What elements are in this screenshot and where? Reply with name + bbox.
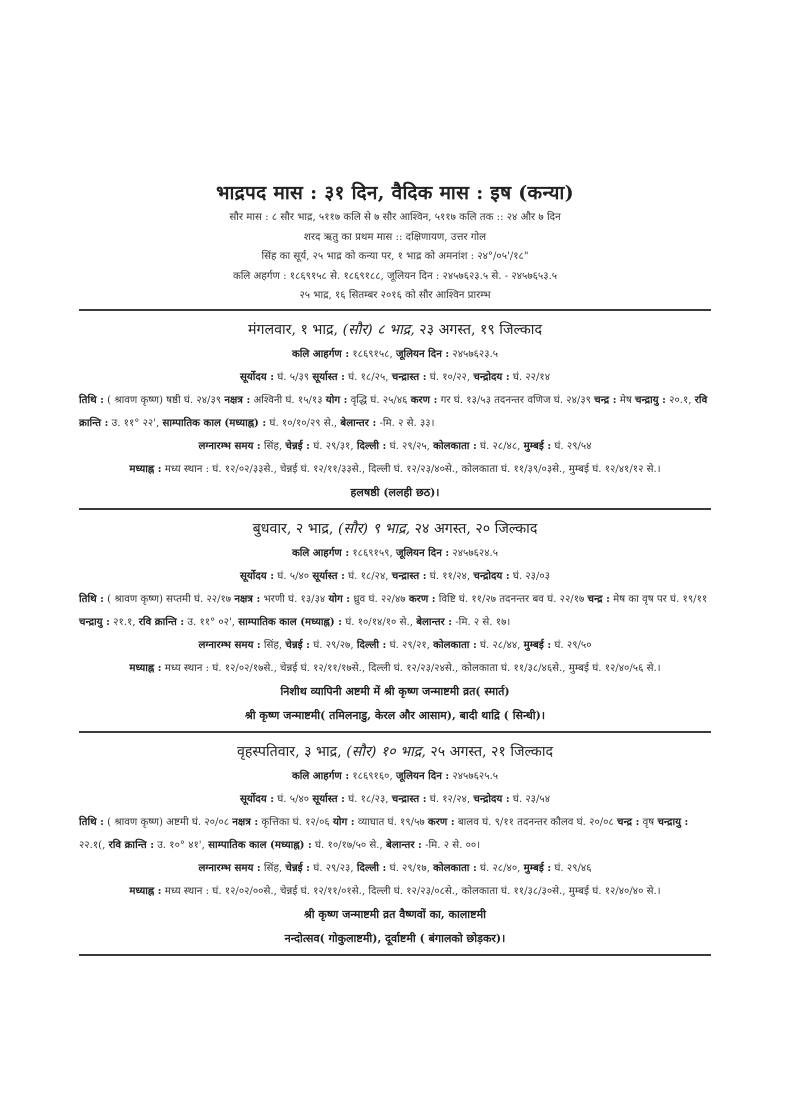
kali-julian-line (79, 765, 711, 788)
kali-julian-line (79, 343, 711, 366)
month-meta-line: सौर मास : ८ सौर भाद्र, ५११७ कलि से ७ सौर आश्विन, ५११७ कलि तक :: २४ और ७ दिन (229, 212, 561, 223)
chandrayu-value: २०.१, (669, 394, 692, 406)
julian-value: २४५७६२४.५ (452, 547, 499, 559)
madhyahna-label: मध्याह्न : (129, 884, 162, 897)
month-meta-line: कलि अहर्गण : १८६९१५८ से. १८६९१८८, जूलियन दिन : २४५७६२३.५ से. - २४५७६५३.५ (232, 270, 558, 282)
day-title-solar-date: (सौर) १० भाद्र, (346, 743, 426, 760)
ravi-kranti-value: उ. ११° ०२', (187, 616, 236, 628)
kali-julian-line (79, 542, 711, 565)
nakshatra-label: नक्षत्र : (234, 592, 261, 605)
day-title-weekday-date: मंगलवार, १ भाद्र, (247, 321, 343, 338)
festival-list (79, 481, 711, 505)
chennai-lagna-value: घं. २९/२३, (313, 862, 354, 874)
kolkata-lagna-value: घं. २८/४८, (480, 440, 521, 452)
lagna-label: लग्नारम्भ समय : (198, 638, 261, 651)
madhyahna-label: मध्याह्न : (129, 462, 162, 475)
mumbai-label: मुम्बई : (523, 861, 552, 874)
chandra-value: मेष (619, 394, 632, 406)
mumbai-label: मुम्बई : (523, 638, 552, 651)
festival-note: निशीथ व्यापिनी अष्टमी में श्री कृष्ण जन्माष्टमी व्रत( स्मार्त) (280, 684, 510, 698)
sampatik-kaal-label: साम्पातिक काल (मध्याह्न) : (238, 615, 342, 628)
karana-value: विष्टि घं. ११/२७ तदनन्तर बव घं. २२/१७ (438, 593, 585, 605)
chandrayu-label: चन्द्रायु : (635, 393, 666, 406)
moonrise-value: घं. २२/१४ (512, 371, 551, 383)
day-title-gregorian-hijri: २४ अगस्त, २० जिल्काद (410, 520, 538, 537)
tithi-label: तिथि : (79, 815, 104, 828)
ravi-kranti-value: उ. ११° २२', (111, 417, 160, 429)
julian-value: २४५७६२५.५ (452, 770, 499, 782)
panchang-elements-line (79, 588, 711, 634)
madhyahna-line (79, 880, 711, 903)
month-header (79, 178, 711, 306)
moonset-value: घं. १०/२२, (429, 371, 471, 383)
festival-list (79, 903, 711, 951)
month-meta-line: २५ भाद्र, १६ सितम्बर २०१६ को सौर आश्विन प्रारम्भ (299, 290, 491, 301)
moonrise-value: घं. २३/०३ (512, 570, 551, 582)
tithi-label: तिथि : (79, 592, 104, 605)
delhi-lagna-value: घं. २९/१७, (389, 862, 430, 874)
belantar-label: बेलान्तर : (386, 838, 422, 851)
tithi-label: तिथि : (79, 393, 104, 406)
chandra-label: चन्द्र : (587, 592, 610, 605)
lagna-value: सिंह, (263, 862, 283, 874)
chandra-value: मेष का वृष पर घं. १९/११ (613, 593, 708, 605)
moonset-label: चन्द्रास्त : (391, 569, 427, 582)
kali-value: १८६९१६०, (352, 770, 393, 782)
moonrise-label: चन्द्रोदय : (473, 569, 510, 582)
lagna-label: लग्नारम्भ समय : (198, 861, 261, 874)
lagna-line (79, 435, 711, 458)
kali-label: कलि आहर्गण : (291, 769, 350, 782)
madhyahna-line (79, 657, 711, 680)
madhyahna-value: मध्य स्थान : घं. १२/०२/१७से., चेन्नई घं. १२/११/१७से., दिल्ली घं. १२/२३/२४से., कोलकाता घं. ११/३८/४६से., मुम्बई घं. १२/४०/५६ से.। (164, 662, 661, 674)
delhi-label: दिल्ली : (356, 439, 387, 452)
moonset-value: घं. ११/२४, (429, 570, 471, 582)
belantar-value: -मि. २ से. ३३। (379, 417, 435, 429)
day-title-solar-date: (सौर) ८ भाद्र, (342, 321, 415, 338)
nakshatra-value: भरणी घं. १३/३४ (263, 593, 326, 605)
sunset-label: सूर्यास्त : (312, 792, 345, 805)
tithi-value: ( श्रावण कृष्ण) अष्टमी घं. २०/०८ (107, 816, 229, 828)
festival-note: हलषष्ठी (ललही छठ)। (350, 485, 440, 499)
moonrise-label: चन्द्रोदय : (473, 370, 510, 383)
sun-moon-times-line (79, 565, 711, 588)
sunset-value: घं. १८/२३, (348, 793, 389, 805)
kali-value: १८६९१५८, (352, 348, 393, 360)
belantar-label: बेलान्तर : (416, 615, 452, 628)
day-title-solar-date: (सौर) ९ भाद्र, (337, 520, 411, 537)
day-title-weekday-date: वृहस्पतिवार, ३ भाद्र, (236, 743, 347, 760)
sampatik-kaal-label: साम्पातिक काल (मध्याह्न) : (162, 416, 267, 429)
delhi-label: दिल्ली : (356, 638, 387, 651)
mumbai-label: मुम्बई : (523, 439, 552, 452)
chandra-label: चन्द्र : (617, 815, 640, 828)
yoga-label: योग : (328, 592, 351, 605)
moonrise-value: घं. २३/५४ (512, 793, 551, 805)
lagna-value: सिंह, (263, 639, 283, 651)
sunset-label: सूर्यास्त : (312, 569, 345, 582)
sunset-value: घं. १८/२४, (348, 570, 389, 582)
sun-moon-times-line (79, 788, 711, 811)
chennai-label: चेन्नई : (285, 638, 310, 651)
chandrayu-value: २२.१(, (79, 839, 106, 851)
day-title (79, 739, 711, 765)
sunrise-value: घं. ५/४० (277, 793, 310, 805)
delhi-label: दिल्ली : (356, 861, 387, 874)
yoga-value: ध्रुव घं. २२/४७ (353, 593, 406, 605)
yoga-value: वृद्धि घं. २५/४६ (350, 394, 408, 406)
day-entry (79, 510, 711, 728)
month-title: भाद्रपद मास : ३१ दिन, वैदिक मास : इष (कन्या) (216, 182, 574, 204)
chandra-value: वृष (642, 816, 655, 828)
days-list (79, 311, 711, 956)
month-meta-line: सिंह का सूर्य, २५ भाद्र को कन्या पर, १ भाद्र को अमनांश : २४°/०५'/१८" (261, 251, 529, 262)
ravi-kranti-label: रवि क्रान्ति : (138, 615, 185, 628)
moonset-label: चन्द्रास्त : (391, 370, 427, 383)
yoga-label: योग : (332, 815, 355, 828)
madhyahna-label: मध्याह्न : (129, 661, 162, 674)
madhyahna-value: मध्य स्थान : घं. १२/०२/३३से., चेन्नई घं. १२/११/३३से., दिल्ली घं. १२/२३/४०से., कोलकाता घं. ११/३९/०३से., मुम्बई घं. १२/४१/१२ से.। (164, 463, 661, 475)
chennai-lagna-value: घं. २९/३१, (313, 440, 354, 452)
moonrise-label: चन्द्रोदय : (473, 792, 510, 805)
julian-label: जूलियन दिन : (395, 769, 450, 782)
delhi-lagna-value: घं. २९/२१, (389, 639, 430, 651)
sun-moon-times-line (79, 366, 711, 389)
day-entry (79, 311, 711, 505)
panchang-page (79, 178, 711, 956)
panchang-elements-line (79, 389, 711, 435)
day-title (79, 516, 711, 542)
sunrise-value: घं. ५/४० (277, 570, 310, 582)
day-title-weekday-date: बुधवार, २ भाद्र, (252, 520, 338, 537)
mumbai-lagna-value: घं. २९/४६ (554, 862, 592, 874)
karana-value: बालव घं. ९/११ तदनन्तर कौलव घं. २०/०८ (457, 816, 614, 828)
ravi-kranti-label: रवि क्रान्ति : (108, 838, 154, 851)
chandrayu-value: २१.१, (113, 616, 136, 628)
nakshatra-value: अश्विनी घं. १५/१३ (253, 394, 323, 406)
sampatik-kaal-value: घं. १०/१०/२९ से., (269, 417, 338, 429)
sunrise-label: सूर्योदय : (239, 569, 275, 582)
kolkata-label: कोलकाता : (433, 638, 477, 651)
panchang-elements-line (79, 811, 711, 857)
belantar-value: -मि. २ से. १७। (455, 616, 511, 628)
karana-label: करण : (408, 592, 436, 605)
lagna-line (79, 857, 711, 880)
karana-label: करण : (410, 393, 438, 406)
karana-label: करण : (427, 815, 455, 828)
chandrayu-label: चन्द्रायु : (657, 815, 689, 828)
belantar-label: बेलान्तर : (340, 416, 377, 429)
sampatik-kaal-value: घं. १०/१४/१० से., (345, 616, 413, 628)
chennai-lagna-value: घं. २९/२७, (313, 639, 354, 651)
mumbai-lagna-value: घं. २९/५० (554, 639, 592, 651)
festival-list (79, 680, 711, 728)
sunrise-label: सूर्योदय : (239, 792, 275, 805)
chennai-label: चेन्नई : (285, 861, 310, 874)
madhyahna-line (79, 458, 711, 481)
sunrise-value: घं. ५/३९ (277, 371, 310, 383)
day-entry (79, 733, 711, 951)
yoga-value: व्याघात घं. १९/५७ (357, 816, 425, 828)
sunset-value: घं. १८/२५, (348, 371, 389, 383)
belantar-value: -मि. २ से. ००। (425, 839, 481, 851)
kolkata-lagna-value: घं. २८/४०, (480, 862, 521, 874)
sunset-label: सूर्यास्त : (312, 370, 345, 383)
ravi-kranti-label: रवि क्रान्ति : (79, 393, 708, 429)
lagna-line (79, 634, 711, 657)
julian-label: जूलियन दिन : (395, 546, 450, 559)
sunrise-label: सूर्योदय : (239, 370, 275, 383)
tithi-value: ( श्रावण कृष्ण) षष्ठी घं. २४/३९ (107, 394, 222, 406)
yoga-label: योग : (325, 393, 348, 406)
karana-value: गर घं. १३/५३ तदनन्तर वणिज घं. २४/३९ (440, 394, 591, 406)
sampatik-kaal-label: साम्पातिक काल (मध्याह्न) : (208, 838, 312, 851)
kolkata-label: कोलकाता : (433, 439, 477, 452)
kolkata-label: कोलकाता : (433, 861, 477, 874)
nakshatra-label: नक्षत्र : (224, 393, 251, 406)
nakshatra-label: नक्षत्र : (232, 815, 259, 828)
chandra-label: चन्द्र : (594, 393, 617, 406)
julian-value: २४५७६२३.५ (452, 348, 499, 360)
kali-label: कलि आहर्गण : (291, 347, 350, 360)
festival-note: श्री कृष्ण जन्माष्टमी व्रत वैष्णवों का, कालाष्टमी (303, 907, 487, 921)
moonset-value: घं. १२/२४, (429, 793, 471, 805)
chennai-label: चेन्नई : (285, 439, 310, 452)
festival-note: नन्दोत्सव( गोकुलाष्टमी), दूर्वाष्टमी ( बंगालको छोड़कर)। (284, 931, 506, 945)
tithi-value: ( श्रावण कृष्ण) सप्तमी घं. २२/१७ (107, 593, 232, 605)
kolkata-lagna-value: घं. २८/४४, (480, 639, 521, 651)
kali-value: १८६९१५९, (352, 547, 393, 559)
sampatik-kaal-value: घं. १०/१७/५० से., (315, 839, 383, 851)
madhyahna-value: मध्य स्थान : घं. १२/०२/००से., चेन्नई घं. १२/११/०१से., दिल्ली घं. १२/२३/०८से., कोलकाता घं. ११/३८/३०से., मुम्बई घं. १२/४०/४० से.। (164, 885, 661, 897)
kali-label: कलि आहर्गण : (291, 546, 350, 559)
julian-label: जूलियन दिन : (395, 347, 450, 360)
moonset-label: चन्द्रास्त : (391, 792, 427, 805)
ravi-kranti-value: उ. १०° ४१', (157, 839, 205, 851)
chandrayu-label: चन्द्रायु : (79, 615, 110, 628)
nakshatra-value: कृत्तिका घं. १२/०६ (261, 816, 330, 828)
section-divider (79, 954, 711, 956)
delhi-lagna-value: घं. २९/२५, (389, 440, 430, 452)
lagna-label: लग्नारम्भ समय : (198, 439, 261, 452)
day-title (79, 317, 711, 343)
month-meta-line: शरद ऋतु का प्रथम मास :: दक्षिणायण, उत्तर गोल (303, 231, 487, 243)
festival-note: श्री कृष्ण जन्माष्टमी( तमिलनाडु, केरल और आसाम), बादी थाद्रि ( सिन्धी)। (244, 708, 546, 722)
lagna-value: सिंह, (263, 440, 283, 452)
day-title-gregorian-hijri: २५ अगस्त, २१ जिल्काद (425, 743, 554, 760)
day-title-gregorian-hijri: २३ अगस्त, १९ जिल्काद (414, 321, 542, 338)
mumbai-lagna-value: घं. २९/५४ (554, 440, 592, 452)
